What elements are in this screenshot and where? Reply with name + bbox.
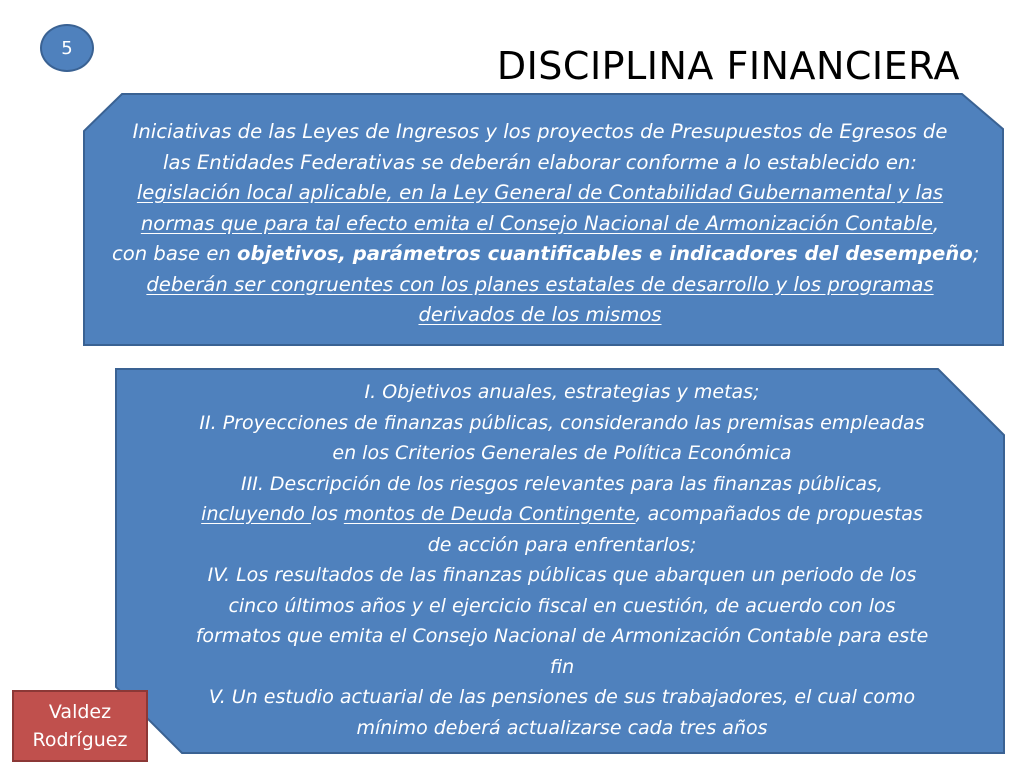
plain-text: con base en (112, 242, 238, 265)
panel-1-line: las Entidades Federativas se deberán elaborar conforme a lo establecido en: (163, 150, 917, 174)
panel-2-line: cinco últimos años y el ejercicio fiscal en cuestión, de acuerdo con los (228, 594, 896, 617)
author-second-line: Rodríguez (32, 729, 128, 751)
panel-2-line: en los Criterios Generales de Política Económica (332, 442, 792, 464)
author-box (12, 690, 148, 762)
page-title: DISCIPLINA FINANCIERA (496, 44, 960, 88)
panel-1-line-underlined: legislación local aplicable, en la Ley General de Contabilidad Gubernamental y las (136, 181, 944, 204)
panel-2-line: IV. Los resultados de las finanzas públicas que abarquen un periodo de los (207, 564, 917, 586)
panel-1-line-underlined: deberán ser congruentes con los planes estatales de desarrollo y los programas (146, 272, 934, 296)
panel-2-text (142, 377, 982, 743)
panel-2-line (142, 499, 982, 530)
panel-2-line: I. Objetivos anuales, estrategias y metas; (364, 381, 760, 403)
underlined-text: montos de Deuda Contingente (343, 503, 636, 525)
underlined-text: normas que para tal efecto emita el Consejo Nacional de Armonización Contable (140, 211, 933, 235)
panel-1-text (112, 117, 980, 331)
panel-1-line-underlined: derivados de los mismos (418, 303, 662, 326)
panel-2-line: fin (549, 655, 575, 678)
punctuation: , (932, 211, 940, 235)
panel-2-line: de acción para enfrentarlos; (427, 533, 697, 556)
panel-2-line: formatos que emita el Consejo Nacional de Armonización Contable para este (195, 625, 929, 647)
bold-text: objetivos, parámetros cuantificables e indicadores del desempeño (237, 242, 973, 265)
slide-number: 5 (61, 37, 73, 59)
plain-text: , acompañados de propuestas (635, 503, 923, 525)
panel-1-line: Iniciativas de las Leyes de Ingresos y los proyectos de Presupuestos de Egresos de (132, 120, 948, 143)
panel-2-line: V. Un estudio actuarial de las pensiones de sus trabajadores, el cual como (208, 686, 916, 708)
panel-2-line: III. Descripción de los riesgos relevantes para las finanzas públicas, (241, 472, 883, 495)
plain-text: los (310, 503, 344, 525)
underlined-text: incluyendo (201, 503, 311, 525)
punctuation: ; (972, 242, 980, 265)
panel-2-line: II. Proyecciones de finanzas públicas, considerando las premisas empleadas (199, 411, 925, 434)
author-first-line: Valdez (48, 701, 112, 723)
panel-2-line: mínimo deberá actualizarse cada tres años (356, 716, 768, 739)
panel-1-line (112, 209, 968, 240)
panel-1-line (112, 239, 980, 270)
